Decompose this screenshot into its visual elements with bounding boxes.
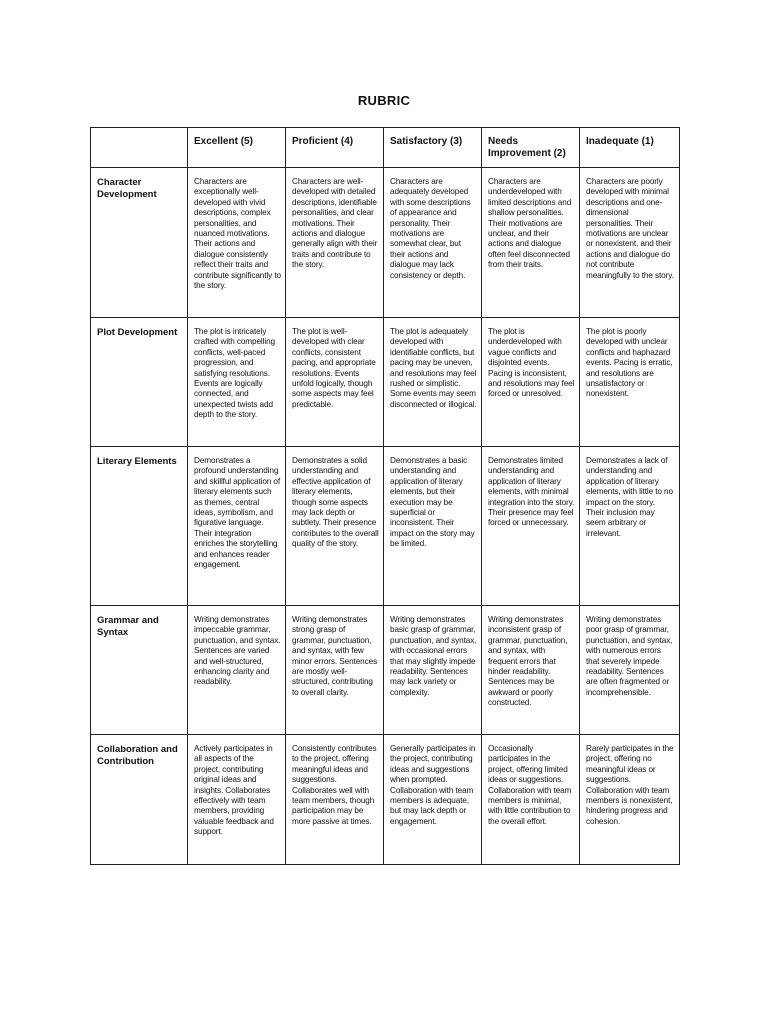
header-cell-inadequate: Inadequate (1) [580, 128, 680, 168]
header-row [91, 128, 680, 168]
header-cell-blank [91, 128, 188, 168]
header-cell-excellent: Excellent (5) [188, 128, 286, 168]
rubric-cell: Consistently contributes to the project, offering meaningful ideas and suggestions. Collaborates well with team members, though participation may be more passive at times. [286, 735, 384, 865]
rubric-cell: Demonstrates a profound understanding and skillful application of literary elements such as themes, central ideas, symbolism, and figurative language. Their integration enriches the storytelling and enhances reader engagement. [188, 447, 286, 606]
criterion-label: Collaboration and Contribution [91, 735, 188, 865]
table-row [91, 168, 680, 318]
rubric-cell: Actively participates in all aspects of the project, contributing original ideas and insights. Collaborates effectively with team members, providing valuable feedback and support. [188, 735, 286, 865]
rubric-cell: Demonstrates a solid understanding and effective application of literary elements, though some aspects may lack depth or subtlety. Their presence contributes to the overall quality of the story. [286, 447, 384, 606]
rubric-cell: Characters are well-developed with detailed descriptions, identifiable personalities, and clear motivations. Their actions and dialogue generally align with their traits and contribute to the story. [286, 168, 384, 318]
rubric-cell: Characters are underdeveloped with limited descriptions and shallow personalities. Their motivations are unclear, and their actions and dialogue often feel disconnected from their traits. [482, 168, 580, 318]
rubric-cell: Characters are exceptionally well-developed with vivid descriptions, complex personalities, and nuanced motivations. Their actions and dialogue consistently reflect their traits and contribute significantly to the story. [188, 168, 286, 318]
rubric-cell: Occasionally participates in the project, offering limited ideas or suggestions. Collaboration with team members is minimal, with little contribution to the overall effort. [482, 735, 580, 865]
rubric-cell: Rarely participates in the project, offering no meaningful ideas or suggestions. Collaboration with team members is nonexistent, hindering progress and cohesion. [580, 735, 680, 865]
criterion-label: Character Development [91, 168, 188, 318]
table-row [91, 735, 680, 865]
rubric-cell: Writing demonstrates poor grasp of grammar, punctuation, and syntax, with numerous errors that severely impede readability. Sentences are often fragmented or incomprehensible. [580, 606, 680, 735]
rubric-cell: The plot is well-developed with clear conflicts, consistent pacing, and appropriate resolutions. Events unfold logically, though some aspects may feel predictable. [286, 318, 384, 447]
rubric-cell: Demonstrates limited understanding and application of literary elements, with minimal integration into the story. Their presence may feel forced or unnecessary. [482, 447, 580, 606]
rubric-cell: The plot is underdeveloped with vague conflicts and disjointed events. Pacing is inconsistent, and resolutions may feel forced or unresolved. [482, 318, 580, 447]
table-row [91, 318, 680, 447]
rubric-cell: Generally participates in the project, contributing ideas and suggestions when prompted. Collaboration with team members is adequate, but may lack depth or engagement. [384, 735, 482, 865]
rubric-table [90, 127, 680, 865]
header-cell-proficient: Proficient (4) [286, 128, 384, 168]
header-cell-needs-improvement: Needs Improvement (2) [482, 128, 580, 168]
rubric-cell: Characters are adequately developed with some descriptions of appearance and personality. Their motivations are somewhat clear, but their actions and dialogue may lack consistency or depth. [384, 168, 482, 318]
rubric-cell: Writing demonstrates impeccable grammar, punctuation, and syntax. Sentences are varied and well-structured, enhancing clarity and readability. [188, 606, 286, 735]
rubric-cell: The plot is intricately crafted with compelling conflicts, well-paced progression, and satisfying resolutions. Events are logically connected, and unexpected twists add depth to the story. [188, 318, 286, 447]
rubric-cell: The plot is adequately developed with identifiable conflicts, but pacing may be uneven, and resolutions may feel rushed or simplistic. Some events may seem disconnected or illogical. [384, 318, 482, 447]
criterion-label: Literary Elements [91, 447, 188, 606]
rubric-cell: Writing demonstrates basic grasp of grammar, punctuation, and syntax, with occasional errors that may slightly impede readability. Sentences may lack variety or complexity. [384, 606, 482, 735]
rubric-cell: Characters are poorly developed with minimal descriptions and one-dimensional personalities. Their motivations are unclear or nonexistent, and their actions and dialogue do not contribute meaningfully to the story. [580, 168, 680, 318]
rubric-cell: Writing demonstrates inconsistent grasp of grammar, punctuation, and syntax, with frequent errors that hinder readability. Sentences may be awkward or poorly constructed. [482, 606, 580, 735]
criterion-label: Grammar and Syntax [91, 606, 188, 735]
table-row [91, 447, 680, 606]
rubric-cell: Writing demonstrates strong grasp of grammar, punctuation, and syntax, with few minor errors. Sentences are mostly well-structured, contributing to overall clarity. [286, 606, 384, 735]
rubric-cell: The plot is poorly developed with unclear conflicts and haphazard events. Pacing is erratic, and resolutions are unsatisfactory or nonexistent. [580, 318, 680, 447]
table-row [91, 606, 680, 735]
criterion-label: Plot Development [91, 318, 188, 447]
header-cell-satisfactory: Satisfactory (3) [384, 128, 482, 168]
rubric-cell: Demonstrates a basic understanding and application of literary elements, but their execution may be superficial or inconsistent. Their impact on the story may be limited. [384, 447, 482, 606]
rubric-cell: Demonstrates a lack of understanding and application of literary elements, with little to no impact on the story. Their inclusion may seem arbitrary or irrelevant. [580, 447, 680, 606]
page-title: RUBRIC [357, 93, 411, 108]
